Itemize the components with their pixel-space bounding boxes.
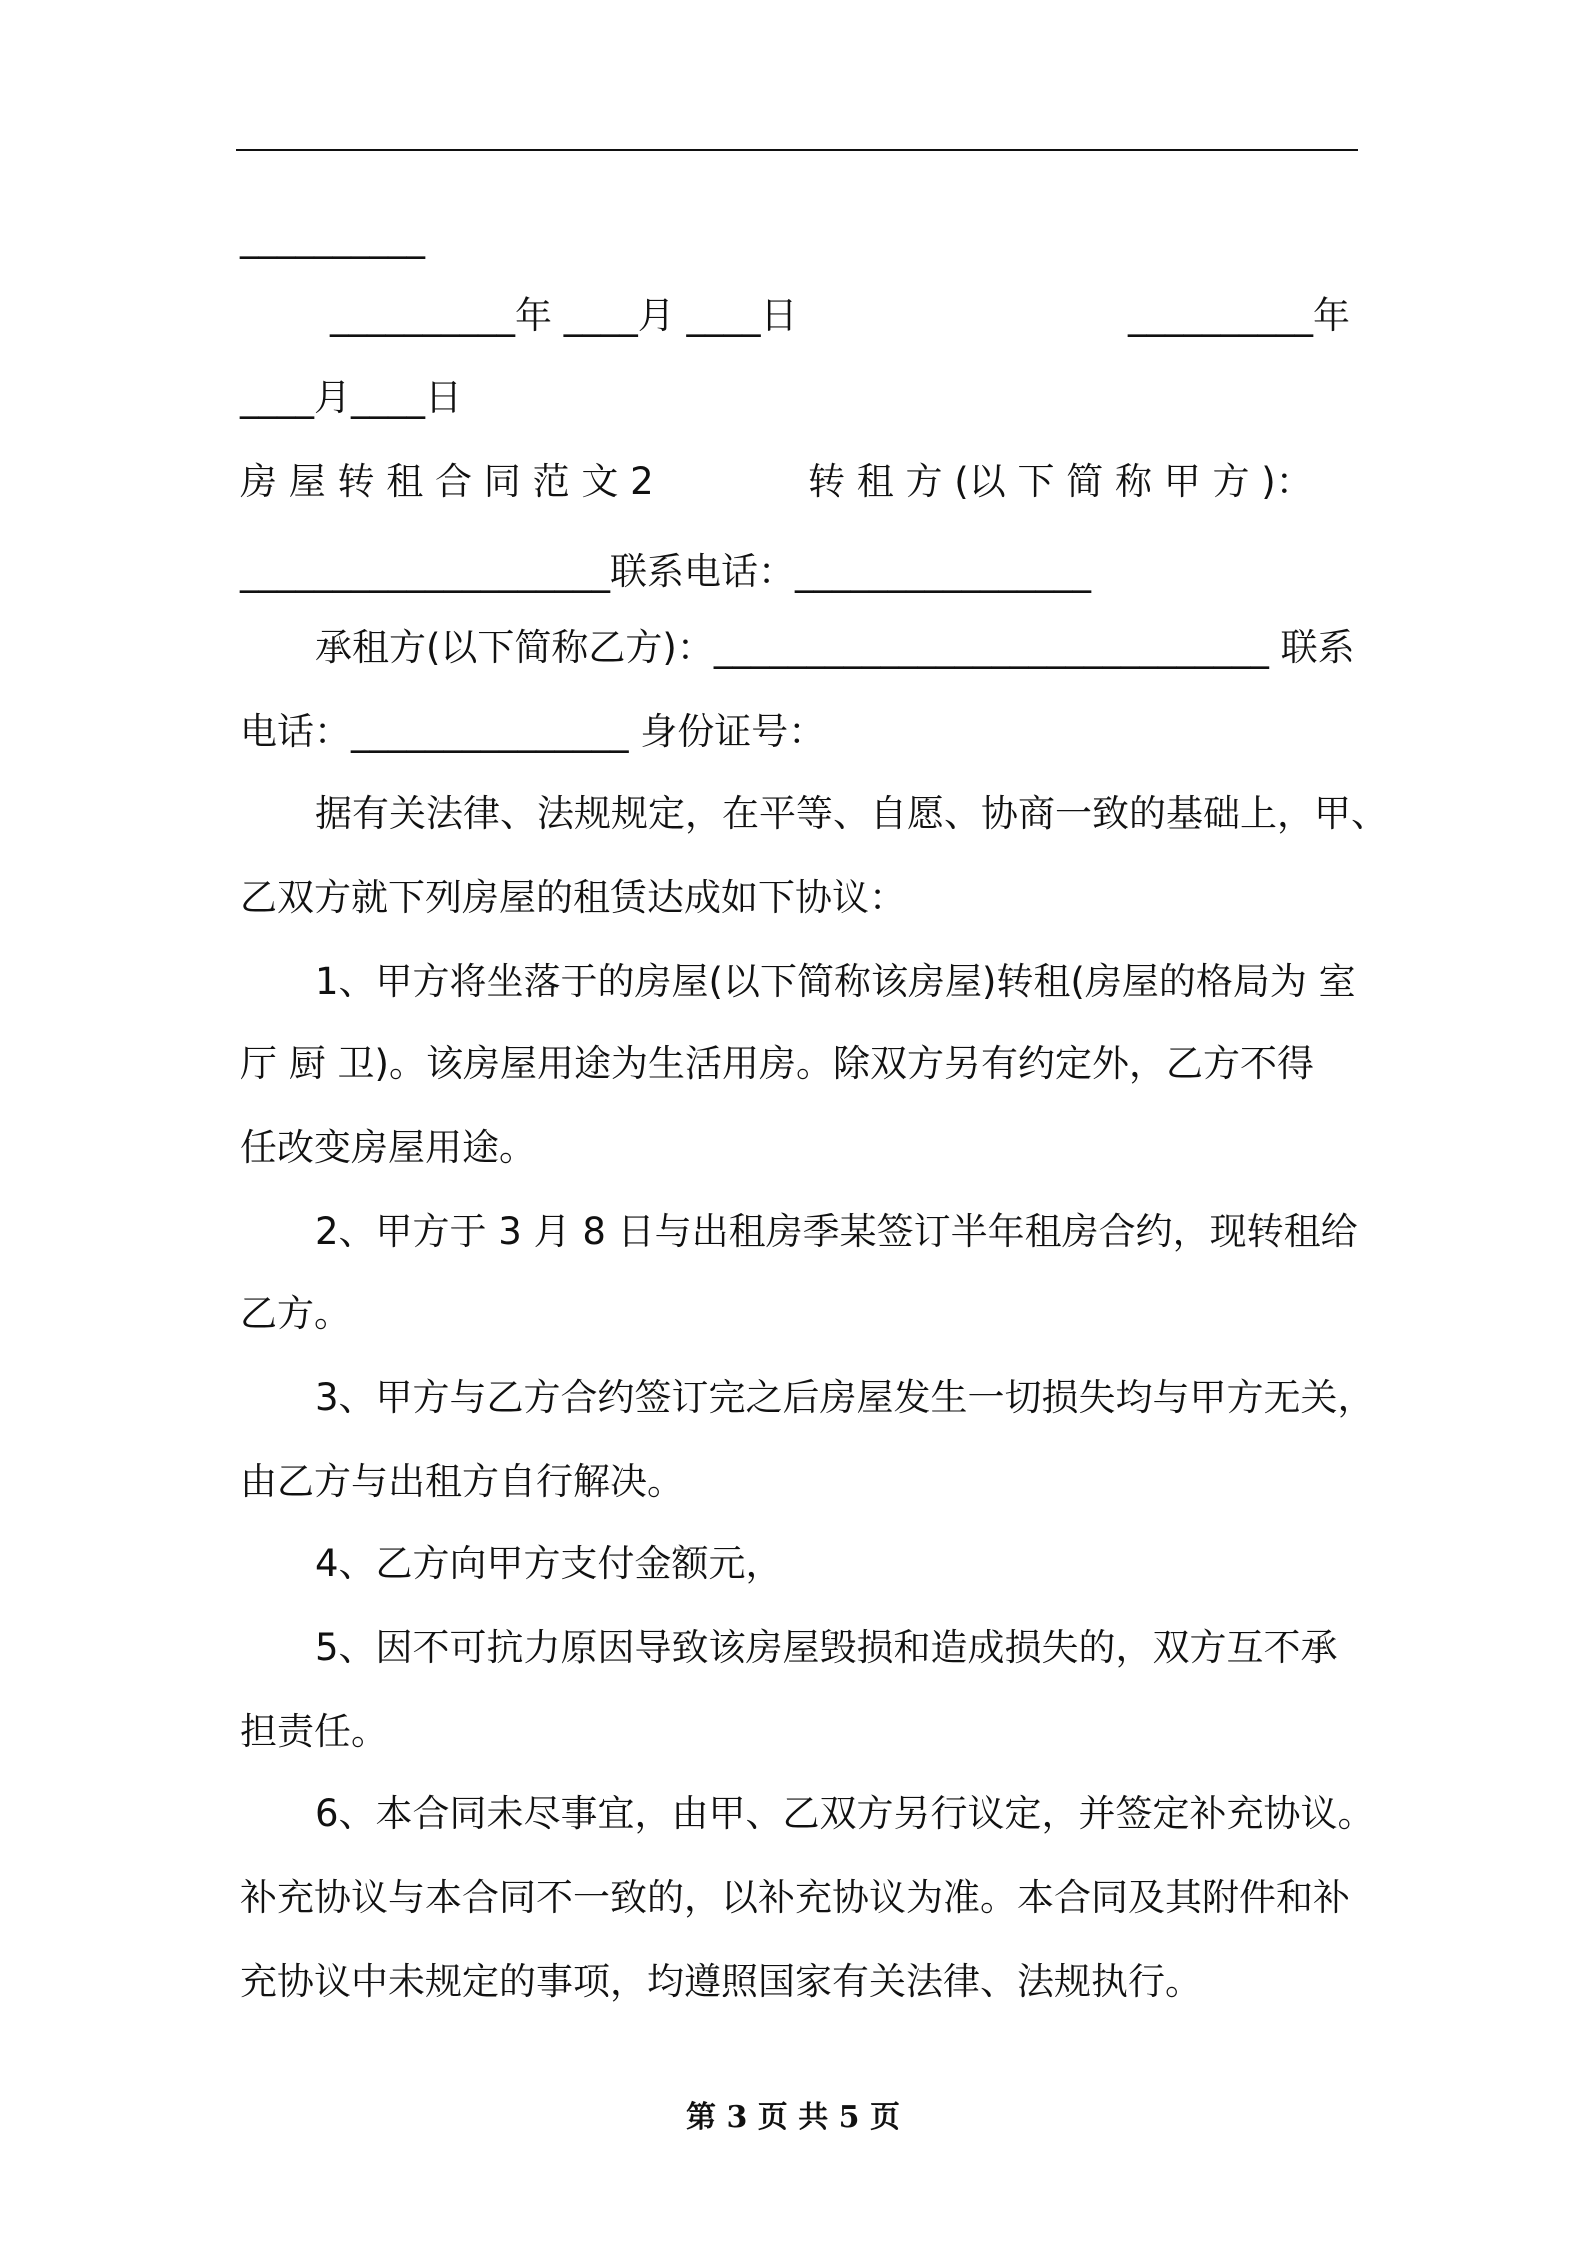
document-subtitle: 房 屋 转 租 合 同 范 文 2 bbox=[240, 460, 654, 503]
date-line-cont: ____月____日 bbox=[240, 376, 462, 419]
clause-1-line-3: 任改变房屋用途。 bbox=[240, 1126, 536, 1169]
intro-paragraph-line-1: 据有关法律、法规规定，在平等、自愿、协商一致的基础上，甲、 bbox=[315, 792, 1388, 835]
clause-6-line-2: 补充协议与本合同不一致的，以补充协议为准。本合同及其附件和补 bbox=[240, 1876, 1350, 1919]
clause-5-line-1: 5、因不可抗力原因导致该房屋毁损和造成损失的，双方互不承 bbox=[315, 1626, 1338, 1669]
clause-6-line-3: 充协议中未规定的事项，均遵照国家有关法律、法规执行。 bbox=[240, 1960, 1202, 2003]
clause-2-line-2: 乙方。 bbox=[240, 1292, 351, 1335]
clause-4-line-1: 4、乙方向甲方支付金额元， bbox=[315, 1542, 783, 1585]
clause-1-line-1: 1、甲方将坐落于的房屋(以下简称该房屋)转租(房屋的格局为 室 bbox=[315, 960, 1356, 1003]
date-line-left: __________年 ____月 ____日 bbox=[330, 294, 798, 337]
lessee-phone-id-line: 电话：_______________ 身份证号： bbox=[240, 710, 826, 753]
clause-6-line-1: 6、本合同未尽事宜，由甲、乙双方另行议定，并签定补充协议。 bbox=[315, 1792, 1375, 1835]
intro-paragraph-line-2: 乙双方就下列房屋的租赁达成如下协议： bbox=[240, 876, 906, 919]
clause-2-line-1: 2、甲方于 3 月 8 日与出租房季某签订半年租房合约，现转租给 bbox=[315, 1210, 1358, 1253]
lessor-contact-line: ____________________联系电话：________________ bbox=[240, 550, 1091, 593]
clause-1-line-2: 厅 厨 卫)。该房屋用途为生活用房。除双方另有约定外，乙方不得 bbox=[240, 1042, 1314, 1085]
lessor-label: 转 租 方 (以 下 简 称 甲 方 )： bbox=[808, 460, 1313, 503]
clause-3-line-2: 由乙方与出租方自行解决。 bbox=[240, 1460, 684, 1503]
blank-line: __________ bbox=[240, 216, 425, 259]
page-footer: 第 3 页 共 5 页 bbox=[686, 2100, 900, 2135]
clause-3-line-1: 3、甲方与乙方合约签订完之后房屋发生一切损失均与甲方无关， bbox=[315, 1376, 1375, 1419]
clause-5-line-2: 担责任。 bbox=[240, 1710, 388, 1753]
date-line-right: __________年 bbox=[1128, 294, 1350, 337]
header-rule bbox=[236, 149, 1358, 151]
lessee-line: 承租方(以下简称乙方)：______________________________ 联系 bbox=[315, 626, 1355, 669]
